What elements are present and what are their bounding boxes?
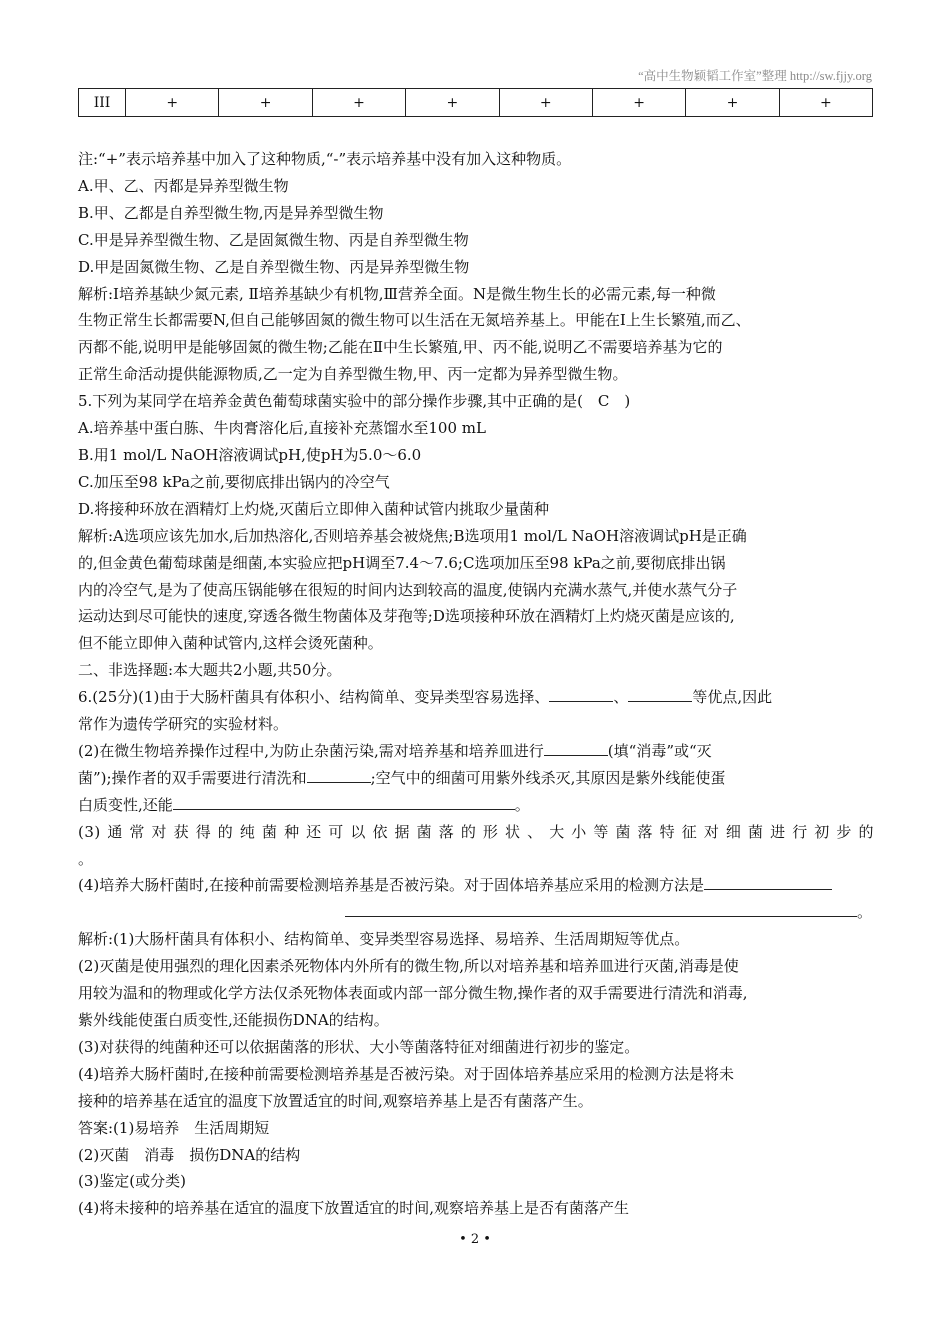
q6-text: 白质变性,还能 — [78, 795, 173, 814]
q4-option-d: D.甲是固氮微生物、乙是自养型微生物、丙是异养型微生物 — [78, 257, 470, 276]
q6-text: (填“消毒”或“灭 — [607, 741, 712, 760]
table-cell: + — [686, 89, 779, 117]
answer-blank — [345, 899, 857, 917]
answer-line: (2)灭菌 消毒 损伤DNA的结构 — [78, 1145, 301, 1164]
answer-blank — [544, 738, 608, 756]
q6-explanation-line: 用较为温和的物理或化学方法仅杀死物体表面或内部一部分微生物,操作者的双手需要进行清洗和消毒, — [78, 984, 748, 1003]
table-cell: + — [779, 89, 872, 117]
q5-explanation-line: 的,但金黄色葡萄球菌是细菌,本实验应把pH调至7.4～7.6;C选项加压至98 kPa之前,要彻底排出锅 — [78, 553, 726, 572]
table-cell: + — [219, 89, 312, 117]
answer-line: (4)将未接种的培养基在适宜的温度下放置适宜的时间,观察培养基上是否有菌落产生 — [78, 1199, 630, 1218]
q4-explanation-line: 生物正常生长都需要N,但自己能够固氮的微生物可以生活在无氮培养基上。甲能在Ⅰ上生长繁殖,而乙、 — [78, 311, 751, 330]
q6-explanation-line: 接种的培养基在适宜的温度下放置适宜的时间,观察培养基上是否有菌落产生。 — [78, 1091, 593, 1110]
table-row — [79, 89, 873, 117]
q6-part1-line — [78, 684, 874, 711]
q5-explanation-line: 运动达到尽可能快的速度,穿透各微生物菌体及芽孢等;D选项接种环放在酒精灯上灼烧灭菌是应该的, — [78, 607, 735, 626]
answer-blank — [307, 765, 371, 783]
page-header-source: “高中生物颖韬工作室”整理 http://sw.fjjy.org — [638, 69, 872, 83]
q6-part2-line — [78, 765, 874, 792]
q6-text: (4)培养大肠杆菌时,在接种前需要检测培养基是否被污染。对于固体培养基应采用的检测方法是 — [78, 876, 705, 895]
table-cell: + — [126, 89, 219, 117]
q4-explanation-line: 丙都不能,说明甲是能够固氮的微生物;乙能在Ⅱ中生长繁殖,甲、丙不能,说明乙不需要培养基为它的 — [78, 338, 723, 357]
q5-explanation-line: 内的冷空气,是为了使高压锅能够在很短的时间内达到较高的温度,使锅内充满水蒸气,并使水蒸气分子 — [78, 580, 738, 599]
q5-option-c: C.加压至98 kPa之前,要彻底排出锅内的冷空气 — [78, 472, 390, 491]
q6-explanation-line: (2)灭菌是使用强烈的理化因素杀死物体内外所有的微生物,所以对培养基和培养皿进行灭菌,消毒是使 — [78, 957, 739, 976]
table-cell: + — [312, 89, 405, 117]
section-heading: 二、非选择题:本大题共2小题,共50分。 — [78, 661, 342, 680]
answer-blank — [628, 684, 692, 702]
q5-stem: 5.下列为某同学在培养金黄色葡萄球菌实验中的部分操作步骤,其中正确的是( C ) — [78, 392, 631, 411]
answer-line: 答案:(1)易培养 生活周期短 — [78, 1118, 270, 1137]
answer-line: (3)鉴定(或分类) — [78, 1172, 186, 1191]
q6-explanation-line: 解析:(1)大肠杆菌具有体积小、结构简单、变异类型容易选择、易培养、生活周期短等优点。 — [78, 930, 690, 949]
q6-part4-line2 — [78, 899, 874, 926]
q6-text: 菌”);操作者的双手需要进行清洗和 — [78, 768, 307, 787]
answer-blank — [704, 872, 832, 890]
q5-option-a: A.培养基中蛋白胨、牛肉膏溶化后,直接补充蒸馏水至100 mL — [78, 419, 486, 438]
q4-explanation-line: 解析:Ⅰ培养基缺少氮元素, Ⅱ培养基缺少有机物,Ⅲ营养全面。N是微生物生长的必需元素,每一种微 — [78, 284, 716, 303]
q6-explanation-line: (3)对获得的纯菌种还可以依据菌落的形状、大小等菌落特征对细菌进行初步的鉴定。 — [78, 1037, 640, 1056]
q5-explanation-line: 解析:A选项应该先加水,后加热溶化,否则培养基会被烧焦;B选项用1 mol/L NaOH溶液调试pH是正确 — [78, 526, 747, 545]
document-body — [78, 146, 874, 1222]
q6-explanation-line: 紫外线能使蛋白质变性,还能损伤DNA的结构。 — [78, 1011, 389, 1029]
q6-explanation-line: (4)培养大肠杆菌时,在接种前需要检测培养基是否被污染。对于固体培养基应采用的检测方法是将未 — [78, 1064, 735, 1083]
table-cell: + — [499, 89, 592, 117]
q6-text: (2)在微生物培养操作过程中,为防止杂菌污染,需对培养基和培养皿进行 — [78, 741, 544, 760]
q4-option-c: C.甲是异养型微生物、乙是固氮微生物、丙是自养型微生物 — [78, 230, 469, 249]
q6-text: 等优点,因此 — [692, 688, 773, 707]
row-label: III — [79, 89, 126, 117]
q5-option-d: D.将接种环放在酒精灯上灼烧,灭菌后立即伸入菌种试管内挑取少量菌种 — [78, 499, 550, 518]
table-note: 注:“+”表示培养基中加入了这种物质,“-”表示培养基中没有加入这种物质。 — [78, 150, 572, 168]
answer-blank — [549, 684, 613, 702]
q5-explanation-line: 但不能立即伸入菌种试管内,这样会烫死菌种。 — [78, 634, 383, 653]
q4-option-a: A.甲、乙、丙都是异养型微生物 — [78, 176, 289, 195]
q6-text-line: 常作为遗传学研究的实验材料。 — [78, 715, 289, 734]
q6-part3-end: 。 — [78, 849, 94, 868]
q6-text: ;空气中的细菌可用紫外线杀灭,其原因是紫外线能使蛋 — [370, 768, 726, 787]
answer-blank — [173, 792, 515, 810]
medium-table — [78, 88, 873, 117]
q6-part2-line — [78, 738, 874, 765]
page-number: • 2 • — [459, 1232, 491, 1247]
table-cell: + — [406, 89, 499, 117]
q6-text: 、 — [613, 688, 629, 707]
q6-text: 6.(25分)(1)由于大肠杆菌具有体积小、结构简单、变异类型容易选择、 — [78, 688, 550, 707]
q4-option-b: B.甲、乙都是自养型微生物,丙是异养型微生物 — [78, 203, 384, 222]
q6-part2-line — [78, 792, 874, 819]
q6-text: 。 — [514, 795, 530, 814]
q5-option-b: B.用1 mol/L NaOH溶液调试pH,使pH为5.0～6.0 — [78, 445, 422, 464]
q6-text: 。 — [857, 903, 873, 922]
q6-part4-line — [78, 872, 874, 899]
q4-explanation-line: 正常生命活动提供能源物质,乙一定为自养型微生物,甲、丙一定都为异养型微生物。 — [78, 365, 628, 384]
q6-part3-line: (3)通常对获得的纯菌种还可以依据菌落的形状、大小等菌落特征对细菌进行初步的 — [78, 822, 874, 841]
table-cell: + — [592, 89, 685, 117]
